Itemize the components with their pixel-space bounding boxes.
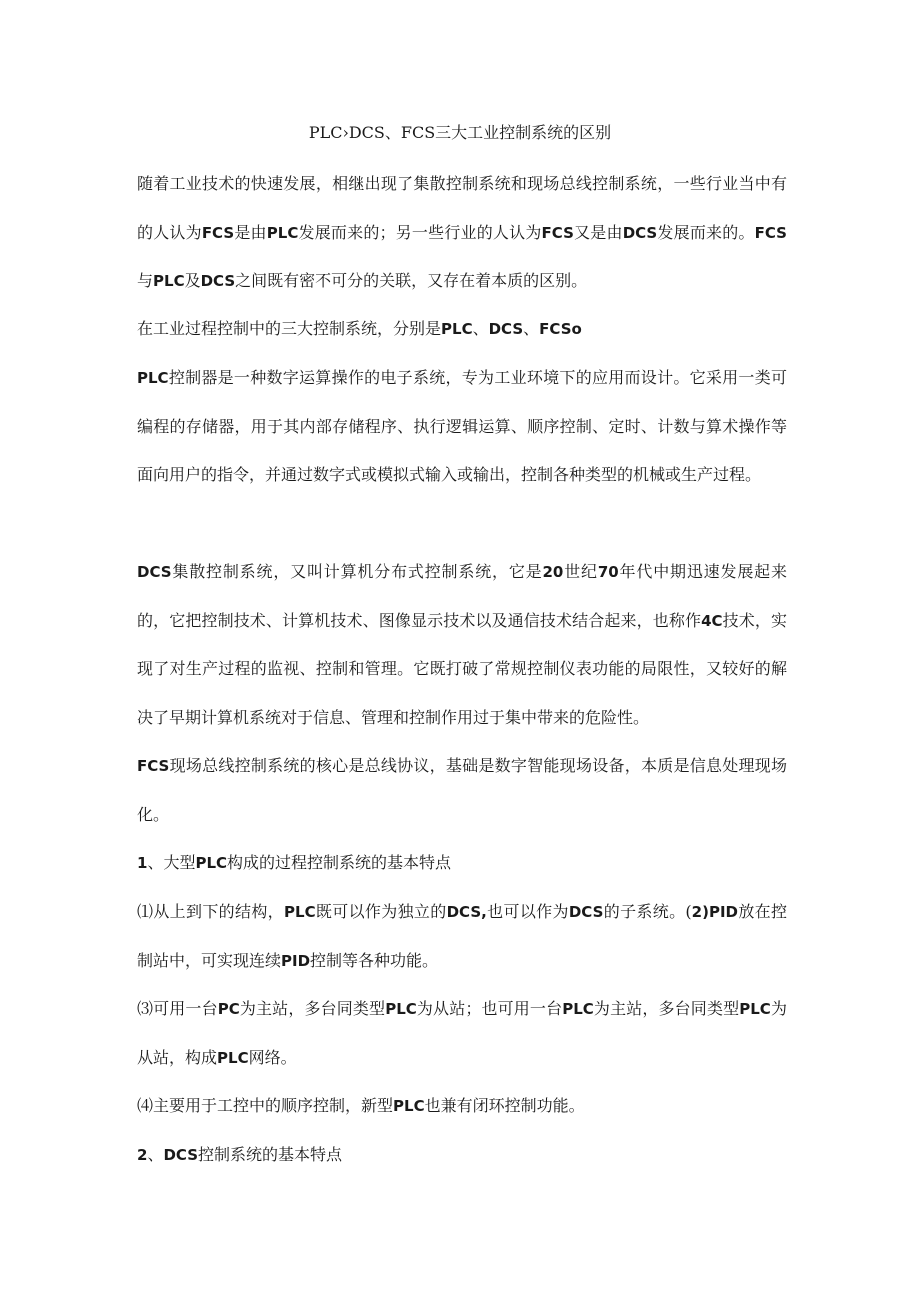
paragraph-text: PLC控制器是一种数字运算操作的电子系统，专为工业环境下的应用而设计。它采用一类可编程的存储器，用于其内部存储程序、执行逻辑运算、顺序控制、定时、计数与算术操作等面向用户的指令，并通过数字式或模拟式输入或输出，控制各种类型的机械或生产过程。 <box>137 368 787 484</box>
paragraph-text: 2、DCS控制系统的基本特点 <box>137 1145 343 1164</box>
paragraph-plc-feature-4 <box>137 1082 787 1131</box>
paragraph-text: ⑷主要用于工控中的顺序控制，新型PLC也兼有闭环控制功能。 <box>137 1096 585 1115</box>
paragraph-plc-feature-1-2 <box>137 888 787 985</box>
heading-plc-features <box>137 839 787 888</box>
paragraph-text: ⑴从上到下的结构，PLC既可以作为独立的DCS,也可以作为DCS的子系统。(2)PID放在控制站中，可实现连续PID控制等各种功能。 <box>137 902 787 970</box>
paragraph-fcs <box>137 742 787 839</box>
paragraph-text: 在工业过程控制中的三大控制系统，分别是PLC、DCS、FCSo <box>137 319 582 338</box>
heading-dcs-features <box>137 1131 787 1180</box>
paragraph-intro <box>137 160 787 306</box>
paragraph-three-systems <box>137 305 787 354</box>
paragraph-text: 1、大型PLC构成的过程控制系统的基本特点 <box>137 853 452 872</box>
paragraph-dcs <box>137 548 787 742</box>
paragraph-text: FCS现场总线控制系统的核心是总线协议，基础是数字智能现场设备，本质是信息处理现场化。 <box>137 756 787 824</box>
paragraph-plc <box>137 354 787 500</box>
paragraph-text: ⑶可用一台PC为主站，多台同类型PLC为从站；也可用一台PLC为主站，多台同类型PLC为从站，构成PLC网络。 <box>137 999 787 1067</box>
paragraph-plc-feature-3 <box>137 985 787 1082</box>
paragraph-text: DCS集散控制系统，又叫计算机分布式控制系统，它是20世纪70年代中期迅速发展起来的，它把控制技术、计算机技术、图像显示技术以及通信技术结合起来，也称作4C技术，实现了对生产过程的监视、控制和管理。它既打破了常规控制仪表功能的局限性，又较好的解决了早期计算机系统对于信息、管理和控制作用过于集中带来的危险性。 <box>137 562 787 727</box>
paragraph-text: 随着工业技术的快速发展，相继出现了集散控制系统和现场总线控制系统，一些行业当中有的人认为FCS是由PLC发展而来的；另一些行业的人认为FCS又是由DCS发展而来的。FCS与PLC及DCS之间既有密不可分的关联，又存在着本质的区别。 <box>137 174 787 290</box>
document-title: PLC›DCS、FCS三大工业控制系统的区别 <box>308 123 612 142</box>
